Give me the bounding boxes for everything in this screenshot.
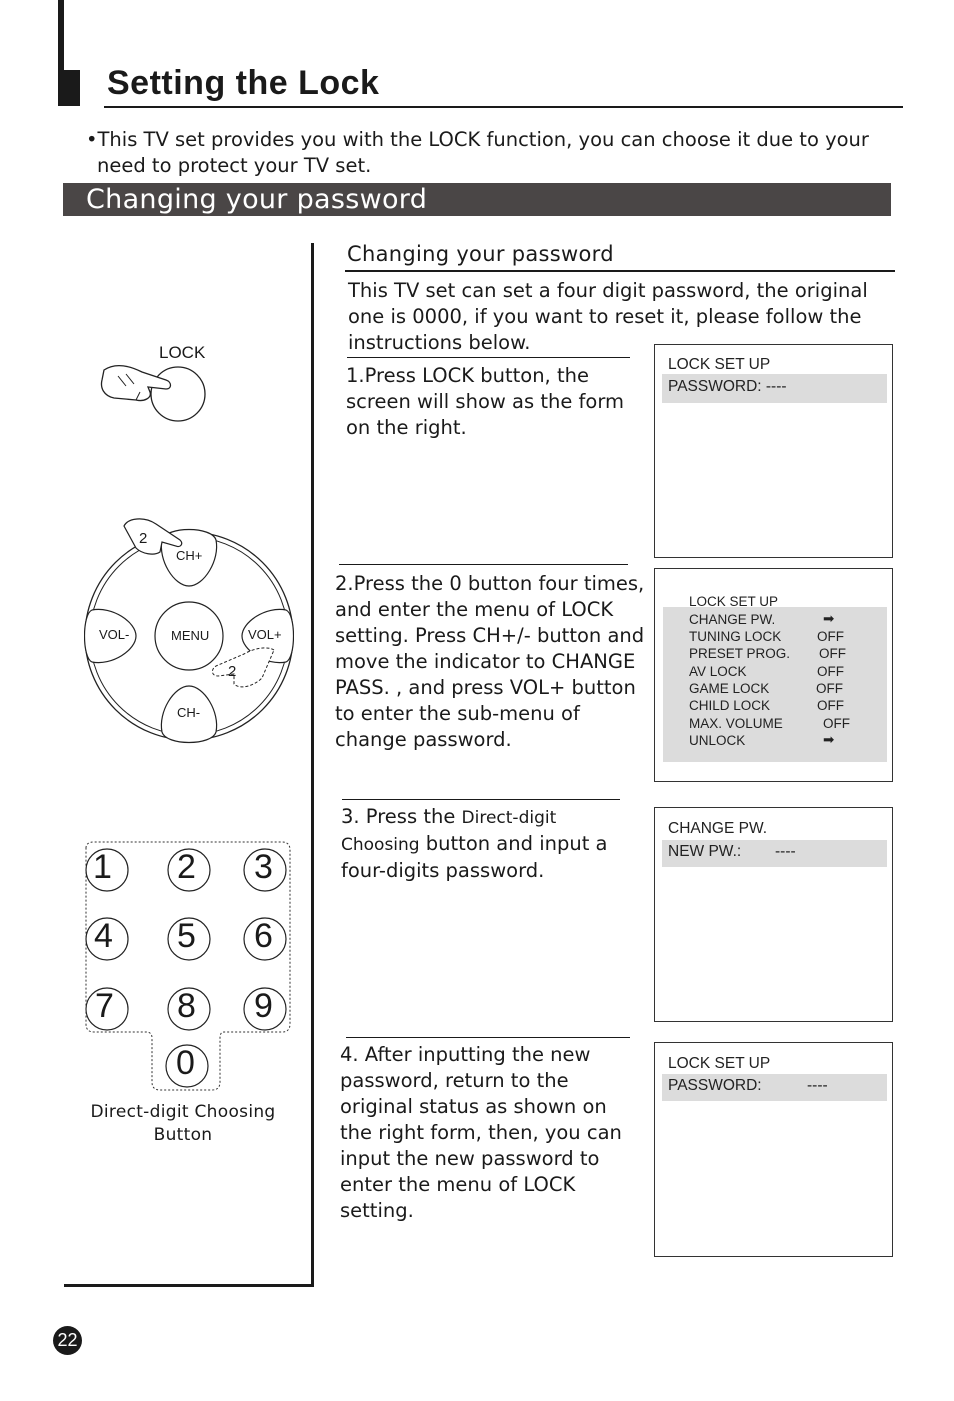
ch-plus-label: CH+ — [176, 548, 203, 563]
digit-6-label: 6 — [254, 917, 273, 955]
finger-label-right: 2 — [228, 663, 237, 680]
step3-text-c: button and input a four-digits password. — [341, 832, 608, 882]
menu-item-max-volume-value: OFF — [823, 716, 850, 731]
digit-5-label: 5 — [177, 917, 196, 955]
screen1-password-field: PASSWORD: ---- — [668, 378, 787, 395]
screen-change-pw — [654, 807, 893, 1022]
menu-item-max-volume-label: MAX. VOLUME — [689, 716, 783, 731]
vol-minus-label: VOL- — [99, 627, 130, 642]
step4-text: 4. After inputting the new password, return to the original status as shown on the right form, then, you can input the new password to enter the menu of LOCK setting. — [340, 1043, 622, 1222]
screen4-password-row — [662, 1074, 887, 1101]
digit-4-label: 4 — [94, 917, 113, 955]
digit-8-label: 8 — [177, 987, 196, 1025]
section-subtitle: Changing your password — [347, 242, 614, 266]
header-bar-block — [58, 70, 80, 106]
menu-item-av-lock-value: OFF — [817, 664, 844, 679]
menu-item-game-lock-value: OFF — [816, 681, 843, 696]
section-subtitle-rule — [345, 270, 895, 272]
step1-rule — [347, 357, 630, 358]
digit-9-label: 9 — [254, 987, 273, 1025]
step2-rule — [339, 564, 628, 565]
step1-text: 1.Press LOCK button, the screen will show as the form on the right. — [346, 364, 624, 439]
menu-item-child-lock-value: OFF — [817, 698, 844, 713]
menu-item-unlock-label: UNLOCK — [689, 733, 746, 748]
finger-label-top: 2 — [139, 530, 148, 547]
digit-3-label: 3 — [254, 848, 273, 886]
menu-item-av-lock-label: AV LOCK — [689, 664, 747, 679]
intro-text — [86, 127, 906, 179]
section-banner — [63, 183, 891, 216]
digit-1-label: 1 — [93, 848, 112, 886]
column-bottom-rule — [64, 1284, 314, 1287]
menu-item-tuning-lock-value: OFF — [817, 629, 844, 644]
vol-plus-label: VOL+ — [248, 627, 282, 642]
menu-item-preset-prog-label: PRESET PROG. — [689, 646, 791, 661]
digit-pad-caption — [70, 1101, 296, 1147]
column-divider — [311, 243, 314, 1287]
menu-item-child-lock-label: CHILD LOCK — [689, 698, 771, 713]
digit-2-label: 2 — [177, 848, 196, 886]
screen3-title: CHANGE PW. — [668, 820, 768, 837]
section-intro: This TV set can set a four digit password, the original one is 0000, if you want to reset it, please follow the instructions below. — [348, 279, 868, 354]
lock-button-label: LOCK — [159, 343, 206, 362]
step2-text: 2.Press the 0 button four times, and enter the menu of LOCK setting. Press CH+/- button and move the indicator to CHANGE PASS. , and press VOL+ button to enter the sub-menu of change password. — [335, 572, 645, 751]
screen-lock-menu — [654, 568, 893, 782]
menu-item-unlock-arrow-icon: ➡ — [823, 732, 835, 747]
ch-minus-label: CH- — [177, 705, 201, 720]
digit-caption-line-2: Button — [153, 1125, 213, 1145]
screen1-password-row — [662, 374, 887, 403]
step3-text-b: Direct-digit Choosing — [341, 808, 557, 855]
menu-item-tuning-lock-label: TUNING LOCK — [689, 629, 782, 644]
menu-item-change-pw-label: CHANGE PW. — [689, 612, 776, 627]
screen3-new-pw-label: NEW PW.: — [668, 843, 742, 860]
screen2-title: LOCK SET UP — [689, 594, 779, 609]
screen3-new-pw-value: ---- — [775, 843, 796, 860]
intro-line-1: •This TV set provides you with the LOCK function, you can choose it due to your — [86, 128, 869, 151]
lock-button-illustration — [96, 358, 216, 428]
menu-item-preset-prog-value: OFF — [819, 646, 846, 661]
title-rule — [104, 106, 903, 108]
menu-item-change-pw-arrow-icon: ➡ — [823, 611, 835, 626]
section-banner-label: Changing your password — [86, 184, 428, 215]
intro-line-2: need to protect your TV set. — [97, 154, 372, 177]
step3-text — [341, 804, 631, 884]
lock-button-circle — [151, 367, 205, 421]
digit-0-label: 0 — [176, 1044, 195, 1082]
screen4-password-label: PASSWORD: — [668, 1077, 762, 1094]
menu-item-game-lock-label: GAME LOCK — [689, 681, 770, 696]
menu-label: MENU — [171, 628, 210, 643]
screen-lock-setup-2 — [654, 1042, 893, 1257]
digit-caption-line-1: Direct-digit Choosing — [90, 1102, 276, 1122]
step3-rule — [342, 799, 620, 800]
digit-7-label: 7 — [95, 987, 114, 1025]
screen-lock-setup-1 — [654, 344, 893, 558]
screen4-title: LOCK SET UP — [668, 1055, 771, 1072]
screen3-new-pw-row — [662, 840, 887, 867]
screen1-title: LOCK SET UP — [668, 356, 771, 373]
step4-rule — [346, 1037, 630, 1038]
step3-text-a: 3. Press the — [341, 805, 462, 828]
page-number: 22 — [53, 1326, 82, 1355]
page-title: Setting the Lock — [107, 64, 380, 102]
screen4-password-value: ---- — [807, 1077, 828, 1094]
